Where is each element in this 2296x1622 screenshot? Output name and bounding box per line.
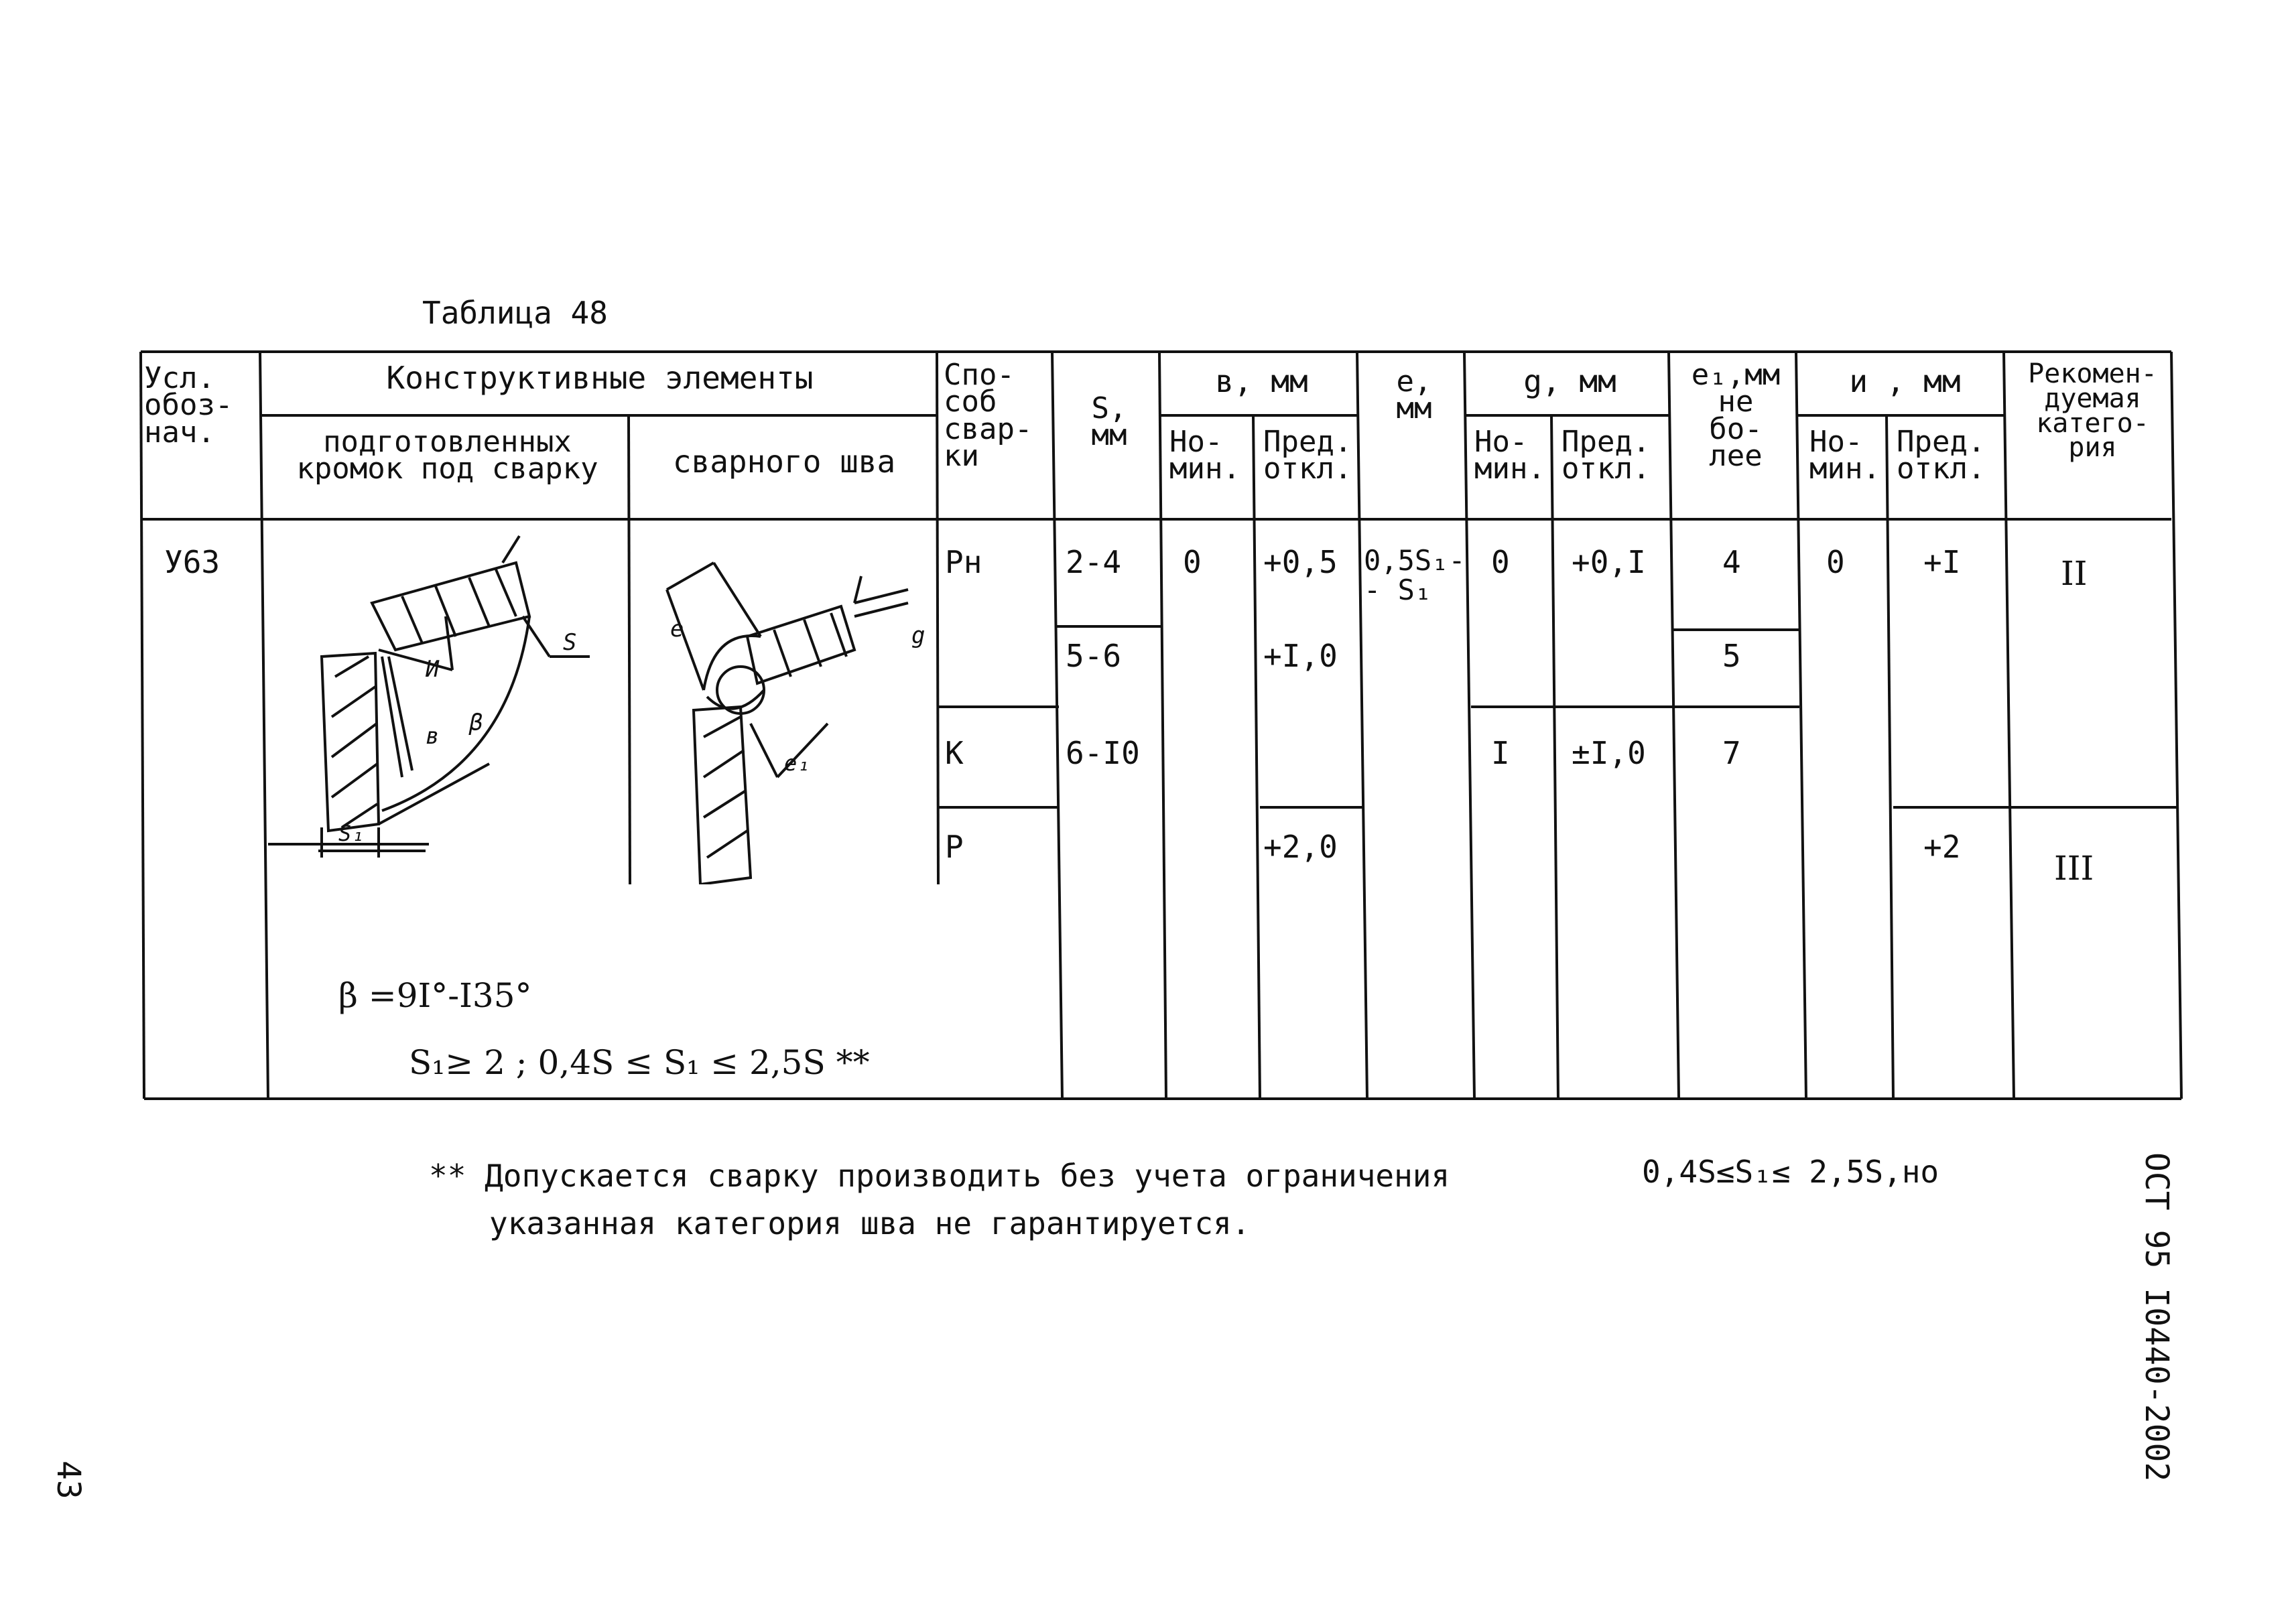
header-method: Спо- соб свар- ки bbox=[944, 358, 1033, 474]
table-title: Таблица 48 bbox=[422, 295, 608, 331]
g-tol-2: ±I,0 bbox=[1572, 735, 1646, 771]
category-1: II bbox=[2061, 554, 2088, 593]
header-g-tolerance: Пред. откл. bbox=[1561, 425, 1651, 486]
i-tol-2: +2 bbox=[1923, 829, 1961, 865]
footnote-condition: 0,4S≤S₁≤ 2,5S,но bbox=[1642, 1154, 1939, 1190]
footnote-line-2: указанная категория шва не гарантируется. bbox=[489, 1205, 1251, 1242]
sketch-label-e: е bbox=[670, 616, 684, 643]
sketch-label-s: S bbox=[563, 629, 577, 656]
b-nomin-value: 0 bbox=[1183, 544, 1202, 580]
e1-value-2: 5 bbox=[1722, 638, 1741, 674]
header-b-tolerance: Пред. откл. bbox=[1263, 425, 1352, 486]
header-i-tolerance: Пред. откл. bbox=[1897, 425, 1986, 486]
method-rn: Рн bbox=[945, 544, 982, 580]
sketch-label-s1: S₁ bbox=[338, 821, 365, 846]
header-e: е, мм bbox=[1396, 364, 1432, 426]
page-number: 43 bbox=[50, 1461, 87, 1499]
sketch-weld bbox=[633, 523, 938, 884]
header-g-nomin: Но- мин. bbox=[1474, 425, 1545, 486]
e1-value-1: 4 bbox=[1722, 544, 1741, 580]
sketch-label-e1: е₁ bbox=[784, 750, 810, 776]
header-prepared-edges: подготовленных кромок под сварку bbox=[296, 425, 598, 486]
s-value-3: 6-I0 bbox=[1066, 735, 1140, 771]
header-s: S, мм bbox=[1091, 391, 1127, 453]
b-tol-2: +I,0 bbox=[1263, 638, 1338, 674]
header-weld: сварного шва bbox=[672, 444, 896, 480]
e-value: 0,5S₁- - S₁ bbox=[1364, 544, 1466, 607]
g-nomin-1: 0 bbox=[1491, 544, 1510, 580]
category-2: III bbox=[2054, 849, 2094, 888]
g-nomin-2: I bbox=[1491, 735, 1510, 771]
header-b-nomin: Но- мин. bbox=[1169, 425, 1240, 486]
header-constructive: Конструктивные элементы bbox=[386, 360, 814, 396]
header-b: в, мм bbox=[1215, 363, 1308, 399]
e1-value-3: 7 bbox=[1722, 735, 1741, 771]
header-category: Рекомен- дуемая катего- рия bbox=[2028, 358, 2157, 464]
method-r: Р bbox=[945, 829, 964, 865]
b-tol-1: +0,5 bbox=[1263, 544, 1338, 580]
i-nomin-value: 0 bbox=[1826, 544, 1845, 580]
sketch-label-beta: β bbox=[469, 709, 483, 736]
method-k: К bbox=[945, 735, 964, 771]
footnote bbox=[429, 1152, 1450, 1248]
header-i-nomin: Но- мин. bbox=[1809, 425, 1880, 486]
header-g: g, мм bbox=[1523, 363, 1616, 399]
sketch-label-g: g bbox=[911, 622, 926, 649]
formula-s1: S₁≥ 2 ; 0,4S ≤ S₁ ≤ 2,5S ** bbox=[409, 1043, 870, 1082]
sketch-label-i: И bbox=[426, 656, 440, 683]
sketch-label-b: в bbox=[426, 723, 440, 750]
document-code: ОСТ 95 I0440-2002 bbox=[2138, 1152, 2175, 1482]
s-value-2: 5-6 bbox=[1066, 638, 1122, 674]
b-tol-3: +2,0 bbox=[1263, 829, 1338, 865]
footnote-line-1: ** Допускается сварку производить без учета ограничения bbox=[429, 1158, 1450, 1194]
i-tol-1: +I bbox=[1923, 544, 1961, 580]
header-designation: Усл. обоз- нач. bbox=[144, 361, 233, 450]
designation-value: У63 bbox=[164, 544, 220, 580]
s-value-1: 2-4 bbox=[1066, 544, 1122, 580]
header-e1: е₁,мм не бо- лее bbox=[1691, 358, 1781, 474]
header-i: и , мм bbox=[1849, 363, 1961, 399]
g-tol-1: +0,I bbox=[1572, 544, 1646, 580]
formula-beta: β =9I°-I35° bbox=[338, 976, 532, 1015]
sketch-prepared-edges bbox=[268, 523, 630, 884]
